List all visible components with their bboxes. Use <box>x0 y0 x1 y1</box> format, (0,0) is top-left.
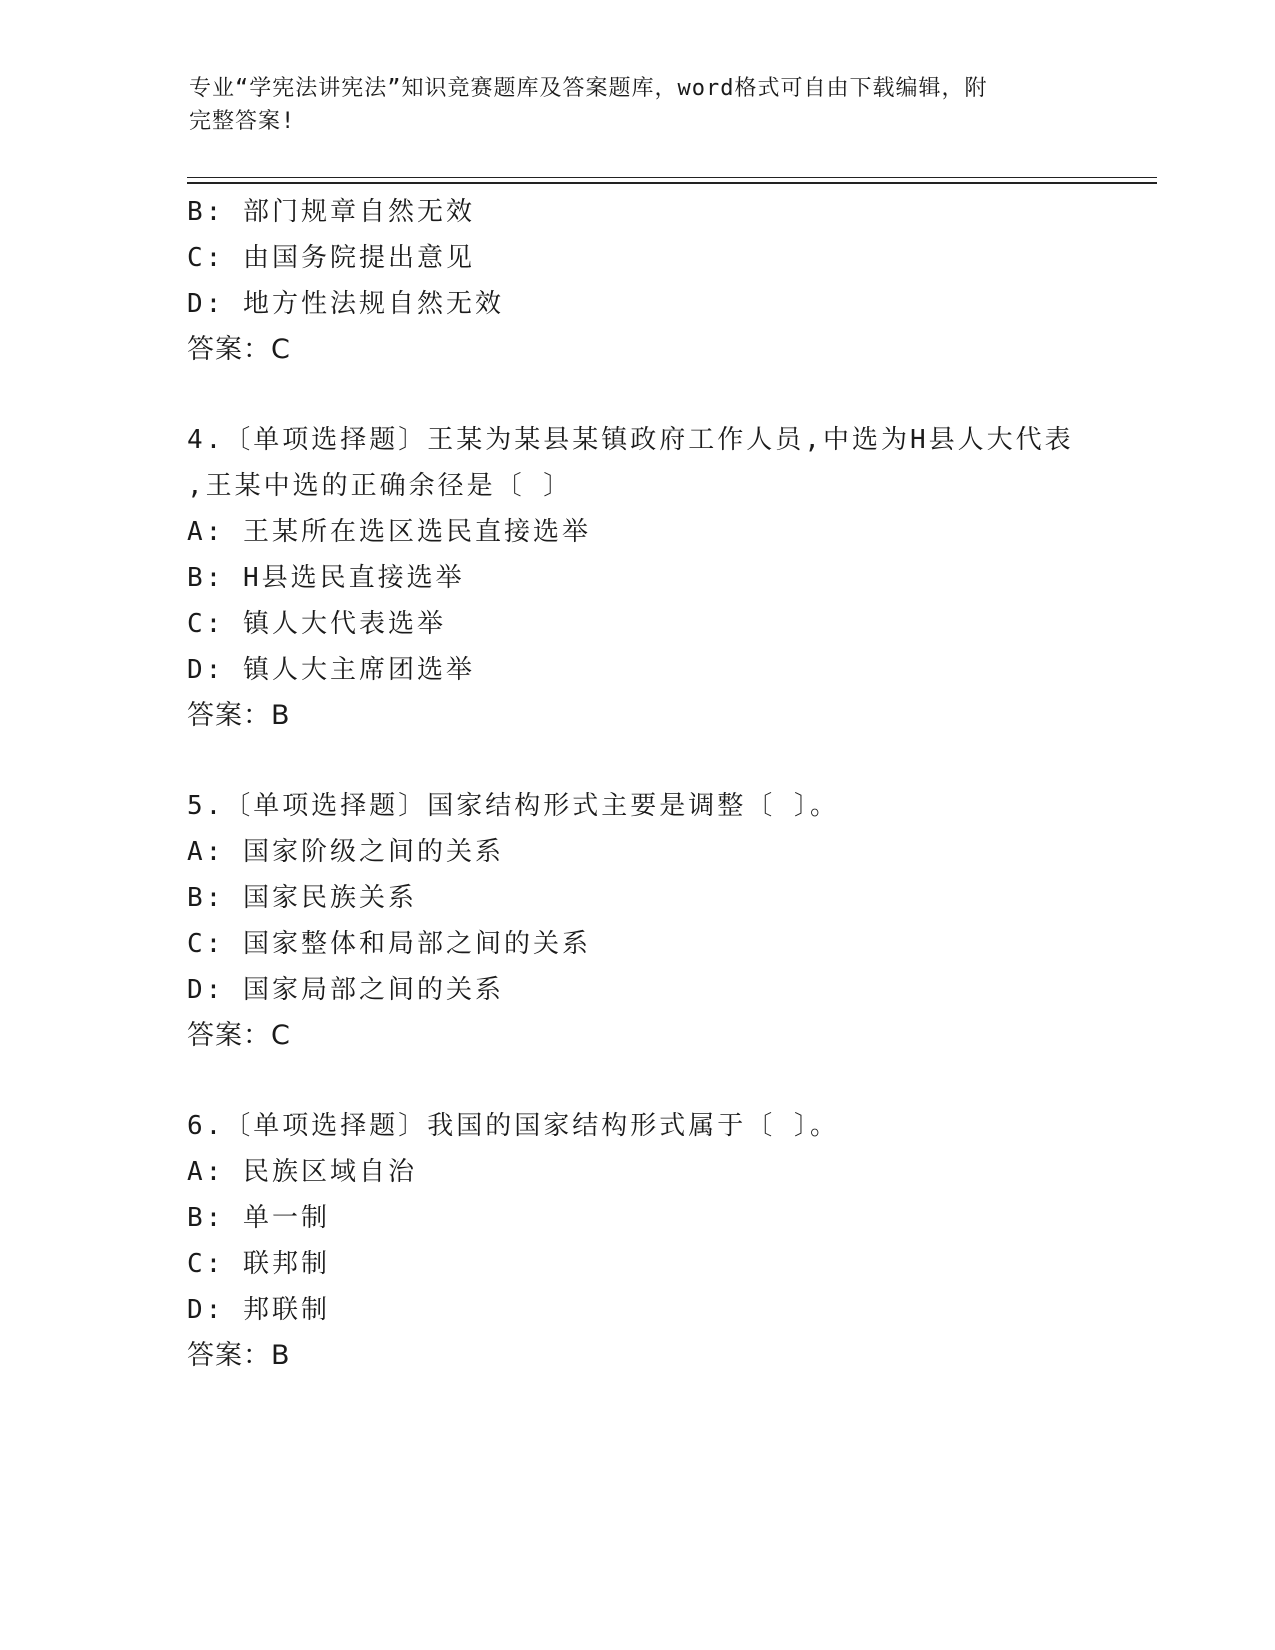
header-line-2: 完整答案! <box>189 109 296 134</box>
answer-line: 答案：B <box>187 1340 291 1371</box>
option-d: D: 邦联制 <box>187 1295 330 1325</box>
option-b: B: H县选民直接选举 <box>187 563 465 593</box>
option-b: B: 单一制 <box>187 1203 330 1233</box>
option-c: C: 由国务院提出意见 <box>187 243 475 273</box>
answer-line: 答案：C <box>187 1020 291 1051</box>
option-d: D: 地方性法规自然无效 <box>187 289 504 319</box>
option-b: B: 国家民族关系 <box>187 883 417 913</box>
option-a: A: 民族区域自治 <box>187 1157 417 1187</box>
question-3-tail <box>187 189 1137 373</box>
header-divider-thin <box>187 177 1157 178</box>
option-c: C: 联邦制 <box>187 1249 330 1279</box>
question-4 <box>187 417 1137 739</box>
option-d: D: 国家局部之间的关系 <box>187 975 504 1005</box>
option-a: A: 国家阶级之间的关系 <box>187 837 504 867</box>
option-d: D: 镇人大主席团选举 <box>187 655 475 685</box>
header-line-1: 专业“学宪法讲宪法”知识竞赛题库及答案题库，word格式可自由下载编辑，附 <box>189 76 988 101</box>
option-c: C: 镇人大代表选举 <box>187 609 446 639</box>
question-list <box>187 189 1137 1379</box>
question-stem: 5.〔单项选择题〕国家结构形式主要是调整〔 〕。 <box>187 791 839 821</box>
header-divider-thick <box>187 182 1157 184</box>
option-b: B: 部门规章自然无效 <box>187 197 475 227</box>
question-stem: 4.〔单项选择题〕王某为某县某镇政府工作人员,中选为H县人大代表 <box>187 425 1074 455</box>
question-stem-continued: ,王某中选的正确余径是〔 〕 <box>187 471 573 501</box>
question-5 <box>187 783 1137 1059</box>
document-header <box>189 72 1069 138</box>
question-6 <box>187 1103 1137 1379</box>
answer-line: 答案：C <box>187 334 291 365</box>
option-c: C: 国家整体和局部之间的关系 <box>187 929 591 959</box>
option-a: A: 王某所在选区选民直接选举 <box>187 517 591 547</box>
answer-line: 答案：B <box>187 700 291 731</box>
question-stem: 6.〔单项选择题〕我国的国家结构形式属于〔 〕。 <box>187 1111 839 1141</box>
